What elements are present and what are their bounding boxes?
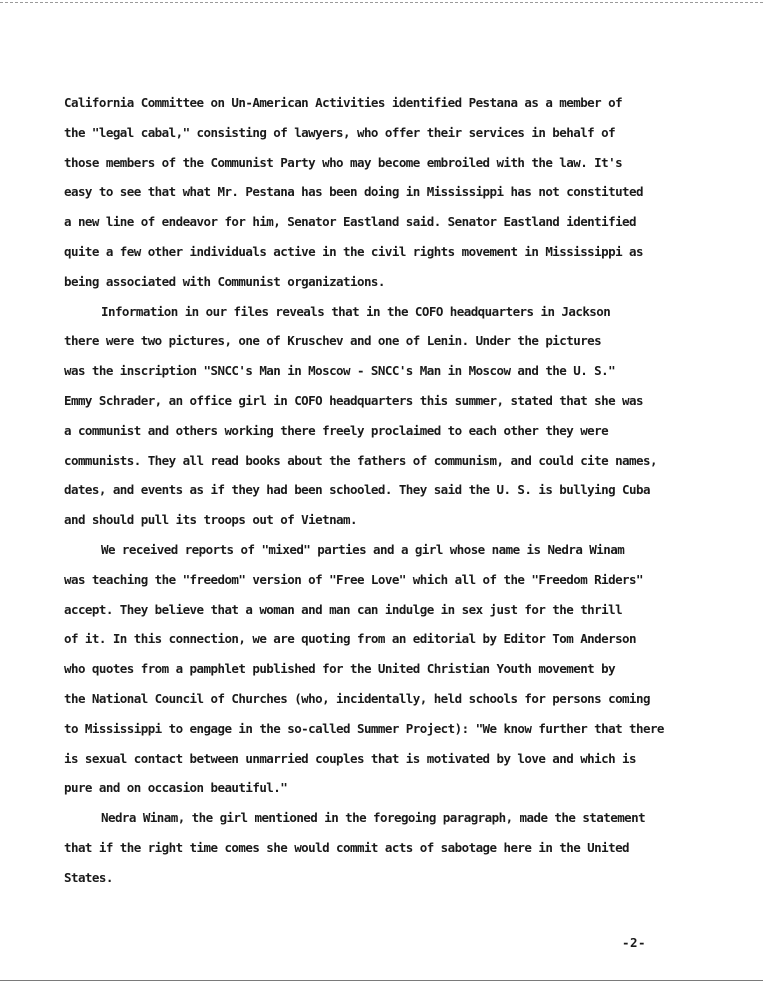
text-line: those members of the Communist Party who may become embroiled with the law. It's <box>64 154 623 170</box>
page-number: -2- <box>622 935 647 950</box>
text-line: was the inscription "SNCC's Man in Moscow - SNCC's Man in Moscow and the U. S." <box>64 363 616 379</box>
text-line: communists. They all read books about the fathers of communism, and could cite names, <box>64 452 657 468</box>
text-line: there were two pictures, one of Kruschev and one of Lenin. Under the pictures <box>64 333 602 349</box>
text-line: dates, and events as if they had been schooled. They said the U. S. is bullying Cuba <box>64 482 650 498</box>
bottom-edge-rule <box>0 980 763 981</box>
text-line: a communist and others working there freely proclaimed to each other they were <box>64 422 609 438</box>
text-line: is sexual contact between unmarried couples that is motivated by love and which is <box>64 750 637 766</box>
text-line: pure and on occasion beautiful." <box>64 780 288 796</box>
paragraph-continued <box>64 88 744 297</box>
text-line: We received reports of "mixed" parties and a girl whose name is Nedra Winam <box>101 541 625 557</box>
paragraph-cofo-headquarters <box>64 297 744 535</box>
text-line: of it. In this connection, we are quoting from an editorial by Editor Tom Anderson <box>64 631 637 647</box>
document-body <box>64 88 744 893</box>
text-line: was teaching the "freedom" version of "Free Love" which all of the "Freedom Riders" <box>64 571 643 587</box>
text-line: to Mississippi to engage in the so-called Summer Project): "We know further that there <box>64 720 664 736</box>
text-line: a new line of endeavor for him, Senator Eastland said. Senator Eastland identified <box>64 214 637 230</box>
text-line: quite a few other individuals active in the civil rights movement in Mississippi as <box>64 243 643 259</box>
text-line: Emmy Schrader, an office girl in COFO headquarters this summer, stated that she was <box>64 392 643 408</box>
text-line: who quotes from a pamphlet published for the United Christian Youth movement by <box>64 661 616 677</box>
text-line: California Committee on Un-American Activities identified Pestana as a member of <box>64 95 623 110</box>
paragraph-nedra-winam <box>64 803 744 892</box>
text-line: being associated with Communist organizations. <box>64 273 385 289</box>
text-line: the "legal cabal," consisting of lawyers, who offer their services in behalf of <box>64 124 616 140</box>
text-line: that if the right time comes she would commit acts of sabotage here in the United <box>64 839 630 855</box>
text-line: and should pull its troops out of Vietnam. <box>64 512 357 528</box>
text-line: the National Council of Churches (who, incidentally, held schools for persons coming <box>64 690 650 706</box>
text-line: easy to see that what Mr. Pestana has been doing in Mississippi has not constituted <box>64 184 643 200</box>
text-line: States. <box>64 869 113 885</box>
text-line: accept. They believe that a woman and man can indulge in sex just for the thrill <box>64 601 623 617</box>
text-line: Information in our files reveals that in the COFO headquarters in Jackson <box>101 303 611 319</box>
text-line: Nedra Winam, the girl mentioned in the foregoing paragraph, made the statement <box>101 810 646 826</box>
top-edge-rule <box>0 2 763 3</box>
paragraph-mixed-parties <box>64 535 744 803</box>
